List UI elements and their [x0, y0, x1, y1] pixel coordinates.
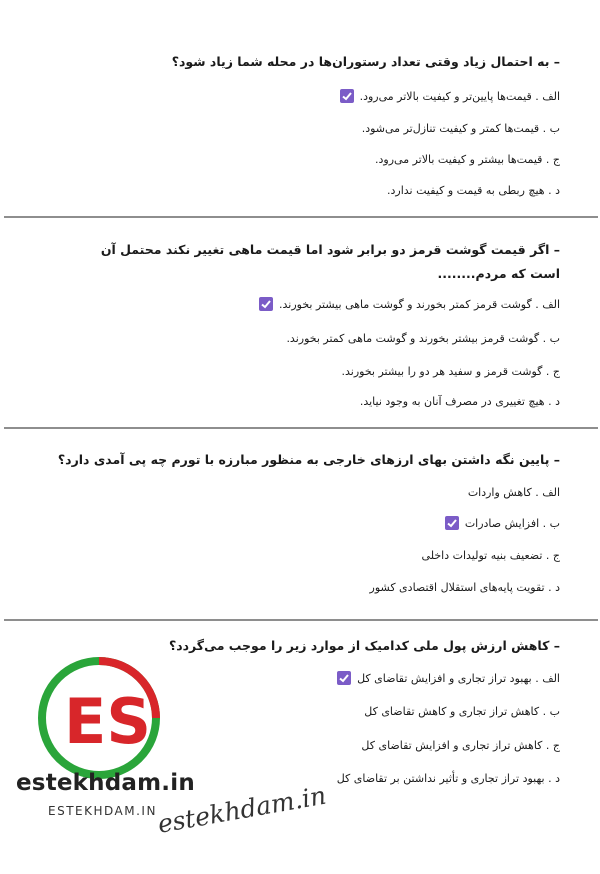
option-label: ب . افزایش صادرات — [464, 517, 560, 530]
option-label: ب . گوشت قرمز بیشتر بخورند و گوشت ماهی کمتر بخورند. — [286, 332, 560, 345]
option-label: ج . کاهش تراز تجاری و افزایش تقاضای کل — [361, 739, 560, 752]
question-2-text: – اگر قیمت گوشت قرمز دو برابر شود اما قیمت ماهی تغییر نکند محتمل آن است که مردم........ — [100, 242, 560, 281]
option-label: الف . بهبود تراز تجاری و افزایش تقاضای کل — [357, 672, 560, 685]
option-label: ب . کاهش تراز تجاری و کاهش تقاضای کل — [364, 705, 560, 718]
question-4-option-d[interactable] — [337, 770, 560, 788]
question-1-option-d[interactable] — [387, 182, 560, 200]
question-1-text: – به احتمال زیاد وقتی تعداد رستوران‌ها در محله شما زیاد شود؟ — [171, 54, 560, 69]
question-3-text: – پایین نگه داشتن بهای ارزهای خارجی به منظور مبارزه با تورم چه پی آمدی دارد؟ — [57, 452, 560, 467]
check-icon — [340, 89, 354, 103]
divider — [4, 216, 598, 218]
option-label: د . تقویت پایه‌های استقلال اقتصادی کشور — [369, 581, 560, 594]
question-1-option-a[interactable] — [340, 88, 560, 106]
question-3-option-d[interactable] — [370, 579, 560, 597]
question-2-option-a[interactable] — [259, 296, 560, 314]
divider — [4, 619, 598, 621]
question-3-option-a[interactable] — [468, 484, 560, 502]
brand-subtitle: ESTEKHDAM.IN — [48, 804, 157, 818]
brand-script-watermark: estekhdam.in — [155, 780, 329, 839]
option-label: الف . گوشت قرمز کمتر بخورند و گوشت ماهی بیشتر بخورند. — [279, 298, 560, 311]
logo-letter-e: ES — [64, 685, 152, 758]
question-2-option-b[interactable] — [286, 330, 560, 348]
check-icon — [259, 297, 273, 311]
option-label: الف . قیمت‌ها پایین‌تر و کیفیت بالاتر می‌رود. — [359, 90, 560, 103]
option-label: د . بهبود تراز تجاری و تأثیر نداشتن بر تقاضای کل — [336, 772, 560, 785]
option-label: الف . کاهش واردات — [467, 486, 560, 499]
question-4-text: – کاهش ارزش پول ملی کدامیک از موارد زیر را موجب می‌گردد؟ — [168, 638, 560, 653]
option-label: ب . قیمت‌ها کمتر و کیفیت تنازل‌تر می‌شود. — [361, 122, 560, 135]
divider — [4, 427, 598, 429]
estekhdam-logo — [36, 655, 162, 781]
question-4-option-c[interactable] — [361, 737, 560, 755]
question-3-option-b[interactable] — [445, 515, 560, 533]
brand-name: estekhdam.in — [16, 770, 195, 796]
option-label: د . هیچ تغییری در مصرف آنان به وجود نیاید. — [359, 395, 560, 408]
question-1-option-b[interactable] — [362, 120, 560, 138]
question-4-option-b[interactable] — [364, 703, 560, 721]
check-icon — [337, 671, 351, 685]
option-label: ج . تضعیف بنیه تولیدات داخلی — [421, 549, 560, 562]
option-label: ج . گوشت قرمز و سفید هر دو را بیشتر بخورند. — [341, 365, 560, 378]
option-label: د . هیچ ربطی به قیمت و کیفیت ندارد. — [386, 184, 560, 197]
question-2-option-c[interactable] — [342, 363, 561, 381]
check-icon — [445, 516, 459, 530]
question-1-option-c[interactable] — [375, 151, 560, 169]
question-2-option-d[interactable] — [360, 393, 560, 411]
question-4-option-a[interactable] — [337, 670, 560, 688]
question-3-option-c[interactable] — [422, 547, 560, 565]
option-label: ج . قیمت‌ها بیشتر و کیفیت بالاتر می‌رود. — [375, 153, 560, 166]
